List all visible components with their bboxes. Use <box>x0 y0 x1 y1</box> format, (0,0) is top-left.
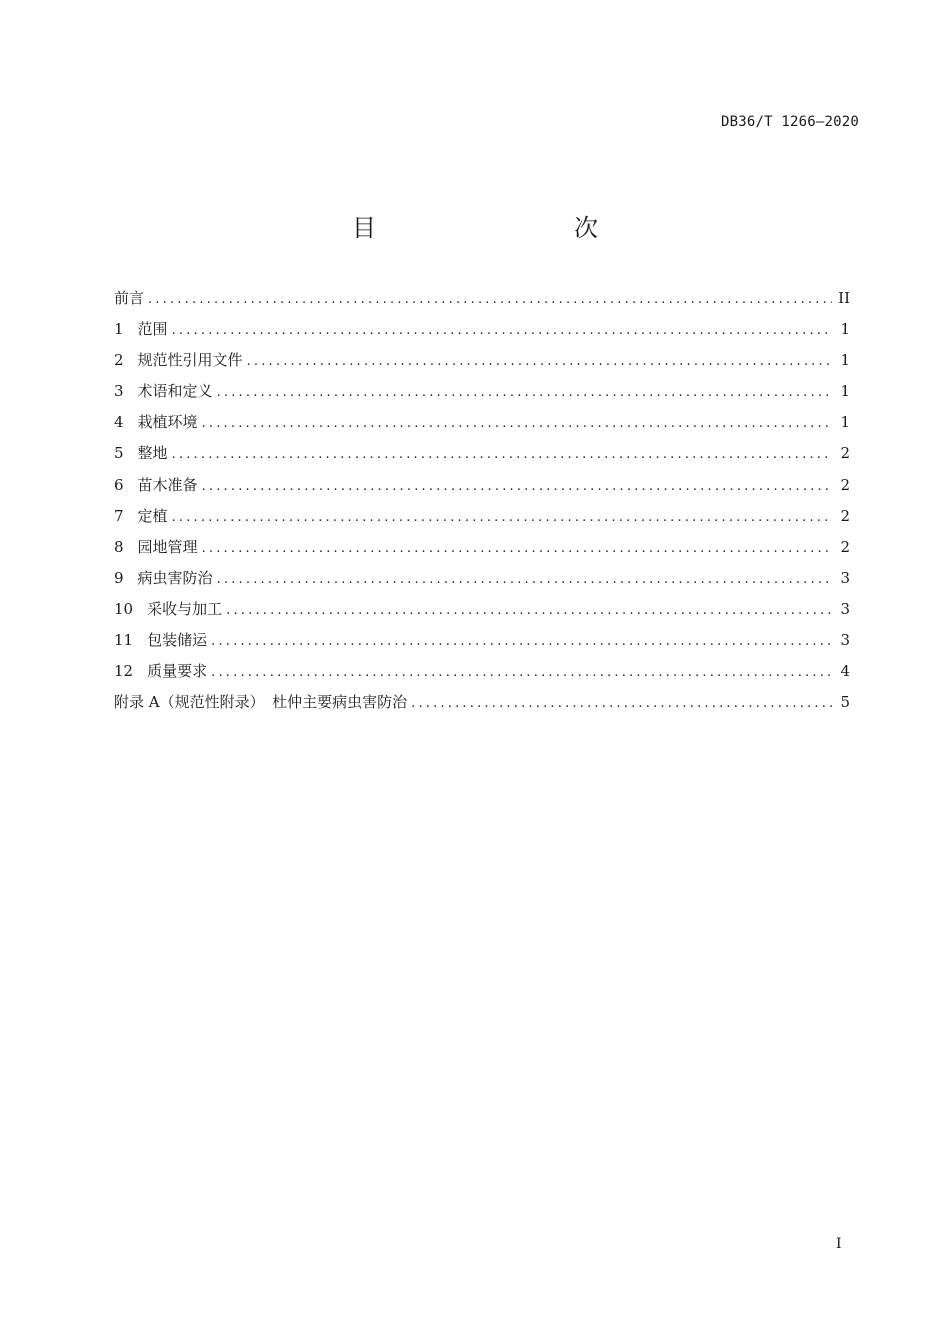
dot-leader <box>211 663 832 683</box>
toc-entry-label: 病虫害防治 <box>137 568 213 587</box>
dot-leader <box>148 290 832 310</box>
toc-entry-label: 整地 <box>137 444 168 463</box>
dot-leader <box>202 477 832 497</box>
toc-entry-label: 规范性引用文件 <box>137 351 243 370</box>
toc-entry-label: 园地管理 <box>137 537 198 556</box>
toc-entry-page: 5 <box>840 693 850 712</box>
dot-leader <box>172 445 832 465</box>
dot-leader <box>172 508 832 528</box>
toc-entry-page: 2 <box>840 537 850 556</box>
toc-entry-3[interactable] <box>114 381 850 412</box>
toc-entry-foreword[interactable] <box>114 288 850 319</box>
dot-leader <box>211 632 832 652</box>
dot-leader <box>247 352 832 372</box>
toc-entry-11[interactable] <box>114 630 850 661</box>
page-number: I <box>836 1236 842 1252</box>
toc-entry-page: 4 <box>840 662 850 681</box>
toc-entry-page: 2 <box>840 444 850 463</box>
toc-entry-page: 3 <box>840 568 850 587</box>
toc-entry-9[interactable] <box>114 568 850 599</box>
toc-entry-number: 11 <box>114 631 134 650</box>
toc-entry-label: 术语和定义 <box>137 382 213 401</box>
toc-entry-page: 2 <box>840 506 850 525</box>
dot-leader <box>226 601 832 621</box>
dot-leader <box>411 694 832 714</box>
page-title: 目 次 <box>352 214 648 242</box>
dot-leader <box>202 539 832 559</box>
toc-entry-label: 包装储运 <box>147 631 208 650</box>
toc-entry-label: 前言 <box>114 289 145 307</box>
toc-entry-page: 1 <box>840 413 850 432</box>
toc-entry-number: 5 <box>114 444 124 463</box>
toc-entry-2[interactable] <box>114 350 850 381</box>
toc-entry-number: 4 <box>114 413 124 432</box>
toc-entry-page: II <box>838 289 850 307</box>
toc-entry-number: 8 <box>114 537 124 556</box>
toc-entry-number: 10 <box>114 599 134 618</box>
table-of-contents <box>114 288 850 723</box>
toc-entry-8[interactable] <box>114 537 850 568</box>
toc-entry-5[interactable] <box>114 443 850 474</box>
dot-leader <box>217 383 832 403</box>
toc-entry-7[interactable] <box>114 506 850 537</box>
toc-entry-4[interactable] <box>114 412 850 443</box>
toc-entry-10[interactable] <box>114 599 850 630</box>
toc-entry-12[interactable] <box>114 661 850 692</box>
toc-entry-number: 7 <box>114 506 124 525</box>
toc-entry-label: 范围 <box>137 320 168 339</box>
toc-entry-appendix-a[interactable] <box>114 692 850 723</box>
toc-entry-1[interactable] <box>114 319 850 350</box>
dot-leader <box>217 570 832 590</box>
toc-entry-page: 1 <box>840 351 850 370</box>
toc-entry-page: 1 <box>840 320 850 339</box>
dot-leader <box>172 321 832 341</box>
toc-entry-number: 3 <box>114 382 124 401</box>
toc-entry-number: 6 <box>114 475 124 494</box>
toc-entry-label: 附录 A（规范性附录） 杜仲主要病虫害防治 <box>114 693 408 712</box>
toc-entry-label: 苗木准备 <box>137 475 198 494</box>
toc-entry-page: 1 <box>840 382 850 401</box>
toc-entry-number: 1 <box>114 320 124 339</box>
toc-entry-page: 3 <box>840 631 850 650</box>
toc-entry-number: 9 <box>114 568 124 587</box>
toc-entry-6[interactable] <box>114 475 850 506</box>
standard-code: DB36/T 1266—2020 <box>720 114 859 130</box>
toc-entry-number: 2 <box>114 351 124 370</box>
toc-entry-label: 定植 <box>137 506 168 525</box>
toc-entry-page: 3 <box>840 599 850 618</box>
toc-entry-label: 栽植环境 <box>137 413 198 432</box>
toc-entry-page: 2 <box>840 475 850 494</box>
toc-entry-label: 质量要求 <box>147 662 208 681</box>
toc-entry-label: 采收与加工 <box>147 599 223 618</box>
dot-leader <box>202 414 832 434</box>
toc-entry-number: 12 <box>114 662 134 681</box>
